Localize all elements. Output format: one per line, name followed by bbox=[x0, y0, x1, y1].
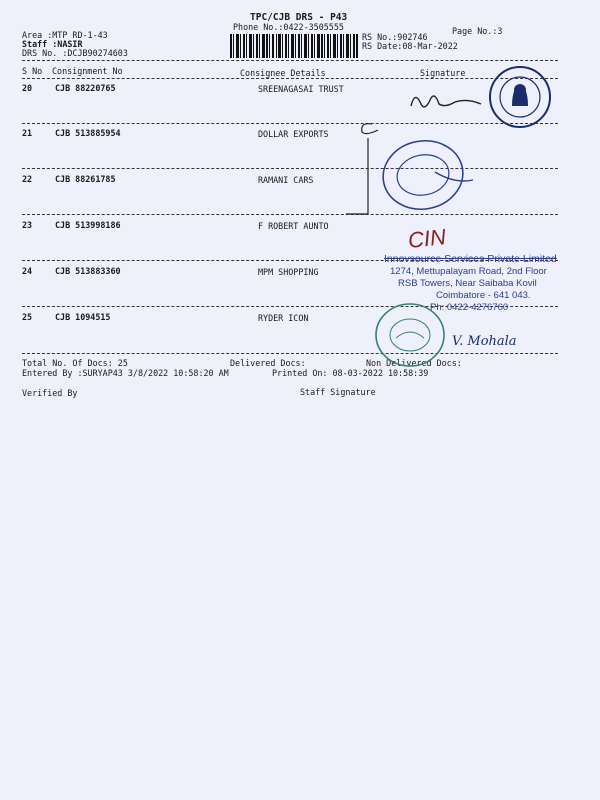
innovsource-line-3: RSB Towers, Near Saibaba Kovil bbox=[398, 278, 537, 289]
phone-number: Phone No.:0422-3505555 bbox=[233, 22, 344, 32]
ramani-cars-stamp-image bbox=[375, 132, 475, 218]
row-consignee: SREENAGASAI TRUST bbox=[258, 84, 344, 94]
document-title: TPC/CJB DRS - P43 bbox=[250, 12, 348, 23]
row-consignment: CJB 513883360 bbox=[55, 266, 121, 276]
divider bbox=[22, 123, 558, 124]
row-sno: 21 bbox=[22, 128, 33, 138]
col-header-signature: Signature bbox=[420, 68, 466, 78]
row-consignee: F ROBERT AUNTO bbox=[258, 221, 329, 231]
row-consignment: CJB 513998186 bbox=[55, 220, 121, 230]
innovsource-line-5: Ph: 0422-4276760 bbox=[430, 302, 509, 313]
page-number: Page No.:3 bbox=[452, 26, 503, 36]
staff-signature-label: Staff Signature bbox=[300, 387, 376, 397]
row-consignment: CJB 88220765 bbox=[55, 83, 116, 93]
area-label: Area :MTP RD-1-43 bbox=[22, 30, 108, 40]
divider bbox=[22, 60, 558, 61]
barcode bbox=[230, 34, 358, 58]
handwritten-name: V. Mohala bbox=[452, 334, 517, 349]
drs-number: DRS No. :DCJB90274603 bbox=[22, 48, 128, 58]
divider bbox=[22, 353, 558, 354]
row-consignee: DOLLAR EXPORTS bbox=[258, 129, 329, 139]
total-docs: Total No. Of Docs: 25 bbox=[22, 358, 128, 368]
row-sno: 20 bbox=[22, 83, 33, 93]
col-header-consignment: Consignment No bbox=[52, 66, 123, 76]
riderz-stamp-image bbox=[372, 300, 450, 370]
row-sno: 23 bbox=[22, 220, 33, 230]
entered-by: Entered By :SURYAP43 3/8/2022 10:58:20 AM bbox=[22, 368, 229, 378]
row-sno: 22 bbox=[22, 174, 33, 184]
row-consignee: RAMANI CARS bbox=[258, 175, 314, 185]
innovsource-line-2: 1274, Mettupalayam Road, 2nd Floor bbox=[390, 266, 547, 277]
divider bbox=[22, 168, 558, 169]
row-sno: 24 bbox=[22, 266, 33, 276]
non-delivered-docs: Non Delivered Docs: bbox=[366, 358, 462, 368]
col-header-sno: S No bbox=[22, 66, 43, 76]
divider bbox=[22, 78, 558, 79]
trust-stamp-image bbox=[482, 64, 558, 130]
staff-label: Staff :NASIR bbox=[22, 39, 83, 49]
handwritten-cin: CIN bbox=[406, 224, 448, 253]
printed-on: Printed On: 08-03-2022 10:58:39 bbox=[272, 368, 429, 378]
delivered-docs: Delivered Docs: bbox=[230, 358, 306, 368]
row-consignee: RYDER ICON bbox=[258, 313, 309, 323]
row-consignment: CJB 1094515 bbox=[55, 312, 111, 322]
row-consignee: MPM SHOPPING bbox=[258, 267, 319, 277]
signature-row-20 bbox=[405, 86, 485, 116]
innovsource-line-1: Innovsource Services Private Limited bbox=[384, 253, 557, 265]
innovsource-line-4: Coimbatore - 641 043. bbox=[436, 290, 531, 301]
row-consignment: CJB 88261785 bbox=[55, 174, 116, 184]
col-header-consignee: Consignee Details bbox=[240, 68, 326, 78]
rs-date: RS Date:08-Mar-2022 bbox=[362, 41, 458, 51]
divider bbox=[22, 214, 558, 215]
row-consignment: CJB 513885954 bbox=[55, 128, 121, 138]
rs-number: RS No.:902746 bbox=[362, 32, 428, 42]
row-sno: 25 bbox=[22, 312, 33, 322]
verified-by: Verified By bbox=[22, 388, 78, 398]
